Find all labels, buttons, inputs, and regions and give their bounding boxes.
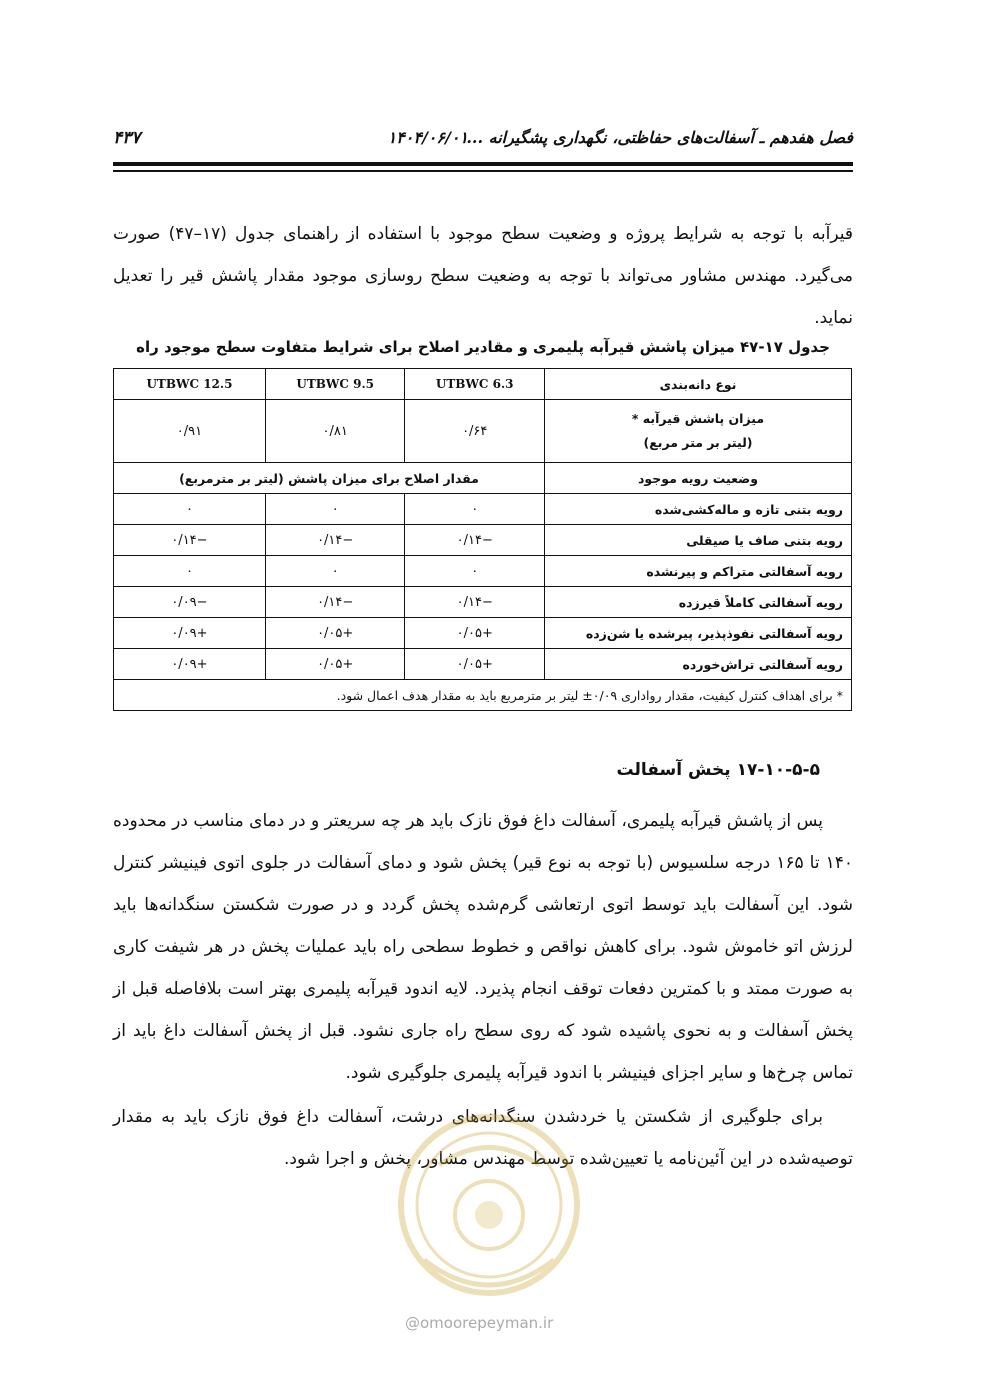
table-cell: −۰/۱۴ xyxy=(405,525,545,556)
table-cell: ۰ xyxy=(114,494,266,525)
section-heading: ۱۷-۱۰-۵-۵ پخش آسفالت xyxy=(616,760,820,780)
column-header-utbwc-6-3: UTBWC 6.3 xyxy=(405,369,545,400)
section-header-row xyxy=(114,463,852,494)
body-paragraph-1: پس از پاشش قیرآبه پلیمری، آسفالت داغ فوق نازک باید هر چه سریعتر و در دمای مناسب در محدوده ۱۴۰ تا ۱۶۵ درجه سلسیوس (با توجه به نوع قیر) پخش شود و دمای آسفالت در جلوی اتوی فینیشر کنترل شود. این آسفالت باید توسط اتوی ارتعاشی گرم‌شده پخش گردد و در صورت شکستن سنگدانه‌ها باید لرزش اتو خاموش شود. برای کاهش نواقص و خطوط سطحی راه باید عملیات پخش در هر شیفت کاری به صورت ممتد و با کمترین دفعات توقف انجام پذیرد. لایه اندود قیرآبه پلیمری بهتر است بلافاصله قبل از پخش آسفالت و به نحوی پاشیده شود که روی سطح راه جاری نشود. قبل از پخش آسفالت داغ باید از تماس چرخ‌ها و سایر اجزای فینیشر با اندود قیرآبه پلیمری جلوگیری شود. xyxy=(113,811,853,1083)
footnote-row xyxy=(114,680,852,711)
row-label: رویه بتنی تازه و ماله‌کشی‌شده xyxy=(545,494,852,525)
table-container xyxy=(113,368,852,711)
table-cell: ۰/۶۴ xyxy=(405,400,545,463)
column-header-utbwc-9-5: UTBWC 9.5 xyxy=(265,369,405,400)
row-label: رویه بتنی صاف یا صیقلی xyxy=(545,525,852,556)
table-cell: +۰/۰۵ xyxy=(265,618,405,649)
table-row xyxy=(114,525,852,556)
column-header-gradation: نوع دانه‌بندی xyxy=(545,369,852,400)
running-header xyxy=(113,128,853,156)
table-row xyxy=(114,556,852,587)
watermark-text: @omoorepeyman.ir xyxy=(405,1314,554,1332)
table-cell: ۰ xyxy=(265,556,405,587)
table-cell: −۰/۱۴ xyxy=(265,587,405,618)
spray-rate-table xyxy=(113,368,852,711)
table-cell: +۰/۰۵ xyxy=(405,649,545,680)
table-row xyxy=(114,618,852,649)
header-date: ۱۴۰۴/۰۶/۰۱ xyxy=(387,128,468,147)
table-cell: −۰/۱۴ xyxy=(405,587,545,618)
table-cell: ۰/۹۱ xyxy=(114,400,266,463)
section-value: مقدار اصلاح برای میزان پاشش (لیتر بر مترمربع) xyxy=(114,463,545,494)
table-caption: جدول ۱۷-۴۷ میزان پاشش قیرآبه پلیمری و مقادیر اصلاح برای شرایط متفاوت سطح موجود راه xyxy=(136,338,830,356)
header-rule-thin xyxy=(113,170,853,172)
table-cell: +۰/۰۹ xyxy=(114,649,266,680)
table-cell: −۰/۱۴ xyxy=(265,525,405,556)
table-cell: +۰/۰۹ xyxy=(114,618,266,649)
row-label: رویه آسفالتی تراش‌خورده xyxy=(545,649,852,680)
table-cell: ۰ xyxy=(265,494,405,525)
table-header-row xyxy=(114,369,852,400)
row-label: رویه آسفالتی متراکم و پیرنشده xyxy=(545,556,852,587)
table-cell: +۰/۰۵ xyxy=(405,618,545,649)
page-number: ۴۳۷ xyxy=(113,128,141,148)
chapter-title: فصل هفدهم ـ آسفالت‌های حفاظتی، نگهداری پشگیرانه ... xyxy=(466,128,853,147)
header-rule-thick xyxy=(113,162,853,166)
table-cell: ۰/۸۱ xyxy=(265,400,405,463)
table-cell: −۰/۰۹ xyxy=(114,587,266,618)
table-cell: −۰/۱۴ xyxy=(114,525,266,556)
table-cell: ۰ xyxy=(405,494,545,525)
body-paragraph-2: برای جلوگیری از شکستن یا خردشدن سنگدانه‌های درشت، آسفالت داغ فوق نازک باید به مقدار توصیه‌شده در این آئین‌نامه یا تعیین‌شده توسط مهندس مشاور، پخش و اجرا شود. xyxy=(113,1107,853,1169)
table-row xyxy=(114,649,852,680)
table-cell: ۰ xyxy=(405,556,545,587)
table-cell: +۰/۰۵ xyxy=(265,649,405,680)
spray-rate-row xyxy=(114,400,852,463)
table-row xyxy=(114,494,852,525)
column-header-utbwc-12-5: UTBWC 12.5 xyxy=(114,369,266,400)
table-row xyxy=(114,587,852,618)
section-label: وضعیت رویه موجود xyxy=(545,463,852,494)
table-footnote: * برای اهداف کنترل کیفیت، مقدار رواداری ۰/۰۹± لیتر بر مترمربع باید به مقدار هدف اعمال شود. xyxy=(114,680,852,711)
spray-rate-label xyxy=(545,400,852,463)
table-cell: ۰ xyxy=(114,556,266,587)
spray-rate-label-line1: میزان پاشش قیرآبه * xyxy=(631,411,765,426)
spray-rate-label-line2: (لیتر بر متر مربع) xyxy=(643,435,753,450)
row-label: رویه آسفالتی نفوذپذیر، پیرشده یا شن‌زده xyxy=(545,618,852,649)
row-label: رویه آسفالتی کاملاً قیرزده xyxy=(545,587,852,618)
intro-paragraph: قیرآبه با توجه به شرایط پروژه و وضعیت سطح موجود با استفاده از راهنمای جدول (۱۷–۴۷) صورت می‌گیرد. مهندس مشاور می‌تواند با توجه به وضعیت سطح روسازی موجود مقدار پاشش قیر را تعدیل نماید. xyxy=(113,224,853,328)
